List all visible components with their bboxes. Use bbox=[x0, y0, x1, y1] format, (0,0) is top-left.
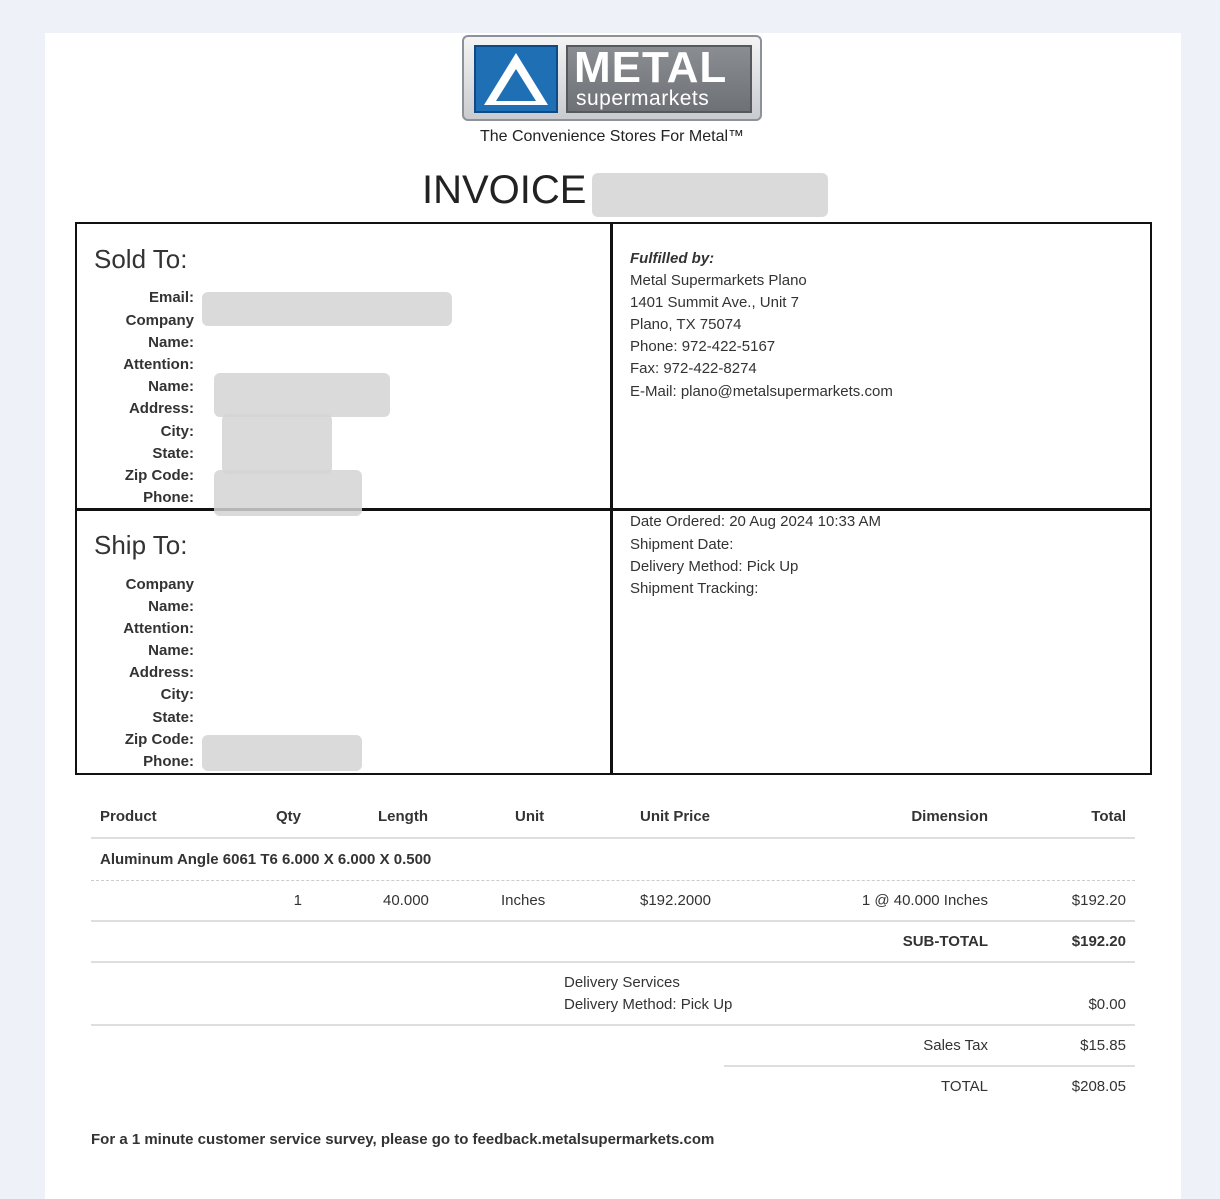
ship-to-title: Ship To: bbox=[94, 530, 188, 560]
sales-tax-value: $15.85 bbox=[1080, 1037, 1126, 1054]
logo-wordmark bbox=[566, 45, 752, 113]
item-unit-price: $192.2000 bbox=[640, 892, 711, 909]
sales-tax-label: Sales Tax bbox=[923, 1037, 988, 1054]
delivery-services-label: Delivery Services bbox=[564, 974, 680, 991]
logo-triangle-mark bbox=[474, 45, 558, 113]
fulfilled-phone: Phone: 972-422-5167 bbox=[630, 338, 776, 355]
col-header-length: Length bbox=[378, 808, 428, 825]
item-qty: 1 bbox=[293, 892, 302, 909]
redacted-city-state bbox=[222, 414, 332, 474]
subtotal-divider bbox=[91, 961, 1135, 963]
tax-divider bbox=[724, 1065, 1135, 1067]
ship-to-attention-name-label: Name: bbox=[148, 642, 194, 659]
item-unit: Inches bbox=[501, 892, 546, 909]
triangle-icon bbox=[476, 47, 556, 111]
sold-to-company-label: Company bbox=[125, 312, 194, 329]
ship-to-company-name-label: Name: bbox=[148, 598, 194, 615]
subtotal-value: $192.20 bbox=[1071, 933, 1126, 950]
invoice-title: INVOICE bbox=[422, 168, 587, 212]
sold-to-company-name-label: Name: bbox=[148, 334, 194, 351]
item-divider bbox=[91, 920, 1135, 922]
delivery-method-line: Delivery Method: Pick Up bbox=[564, 996, 733, 1013]
metal-supermarkets-logo bbox=[462, 35, 762, 121]
redacted-email bbox=[202, 292, 452, 326]
ship-to-attention-label: Attention: bbox=[123, 620, 194, 637]
ship-to-company-label: Company bbox=[125, 576, 194, 593]
tagline: The Convenience Stores For Metal™ bbox=[479, 128, 745, 145]
sold-to-phone-label: Phone: bbox=[143, 489, 194, 506]
delivery-method: Delivery Method: Pick Up bbox=[630, 558, 799, 575]
item-dimension: 1 @ 40.000 Inches bbox=[861, 892, 988, 909]
redacted-ship-phone bbox=[202, 735, 362, 771]
ship-to-phone-label: Phone: bbox=[143, 753, 194, 770]
total-label: TOTAL bbox=[941, 1078, 988, 1095]
logo-brand-text: METAL bbox=[574, 43, 728, 92]
logo-brand-subtext: supermarkets bbox=[576, 87, 710, 110]
subtotal-label: SUB-TOTAL bbox=[902, 933, 988, 950]
redacted-zip-phone bbox=[214, 470, 362, 516]
fulfilled-store-name: Metal Supermarkets Plano bbox=[630, 272, 807, 289]
ship-to-city-label: City: bbox=[160, 686, 194, 703]
item-total: $192.20 bbox=[1071, 892, 1126, 909]
sold-to-attention-name-label: Name: bbox=[148, 378, 194, 395]
table-header-divider bbox=[91, 837, 1135, 839]
ship-to-state-label: State: bbox=[152, 709, 194, 726]
fulfilled-by-heading: Fulfilled by: bbox=[630, 250, 715, 267]
col-header-qty: Qty bbox=[276, 808, 302, 825]
survey-note: For a 1 minute customer service survey, please go to feedback.metalsupermarkets.com bbox=[91, 1131, 715, 1148]
col-header-dimension: Dimension bbox=[911, 808, 988, 825]
fulfilled-city: Plano, TX 75074 bbox=[630, 316, 742, 333]
fulfilled-street: 1401 Summit Ave., Unit 7 bbox=[630, 294, 799, 311]
date-ordered: Date Ordered: 20 Aug 2024 10:33 AM bbox=[630, 513, 882, 530]
col-header-product: Product bbox=[100, 808, 157, 825]
item-name: Aluminum Angle 6061 T6 6.000 X 6.000 X 0.500 bbox=[100, 851, 432, 868]
sold-to-title: Sold To: bbox=[94, 244, 188, 274]
col-header-total: Total bbox=[1091, 808, 1126, 825]
redacted-name-address bbox=[214, 373, 390, 417]
item-dashed-divider bbox=[91, 880, 1135, 881]
shipment-tracking: Shipment Tracking: bbox=[630, 580, 759, 597]
total-value: $208.05 bbox=[1071, 1078, 1126, 1095]
shipment-date: Shipment Date: bbox=[630, 536, 734, 553]
sold-to-attention-label: Attention: bbox=[123, 356, 194, 373]
item-length: 40.000 bbox=[383, 892, 429, 909]
col-header-unit-price: Unit Price bbox=[640, 808, 711, 825]
fulfilled-email: E-Mail: plano@metalsupermarkets.com bbox=[630, 383, 893, 400]
delivery-value: $0.00 bbox=[1088, 996, 1126, 1013]
redacted-invoice-number bbox=[592, 173, 828, 217]
sold-to-email-label: Email: bbox=[148, 289, 194, 306]
sold-to-zip-label: Zip Code: bbox=[124, 467, 194, 484]
sold-to-address-label: Address: bbox=[128, 400, 194, 417]
sold-to-city-label: City: bbox=[160, 423, 194, 440]
fulfilled-fax: Fax: 972-422-8274 bbox=[630, 360, 757, 377]
col-header-unit: Unit bbox=[515, 808, 545, 825]
sold-to-state-label: State: bbox=[152, 445, 194, 462]
ship-to-address-label: Address: bbox=[128, 664, 194, 681]
ship-to-zip-label: Zip Code: bbox=[124, 731, 194, 748]
delivery-divider bbox=[91, 1024, 1135, 1026]
